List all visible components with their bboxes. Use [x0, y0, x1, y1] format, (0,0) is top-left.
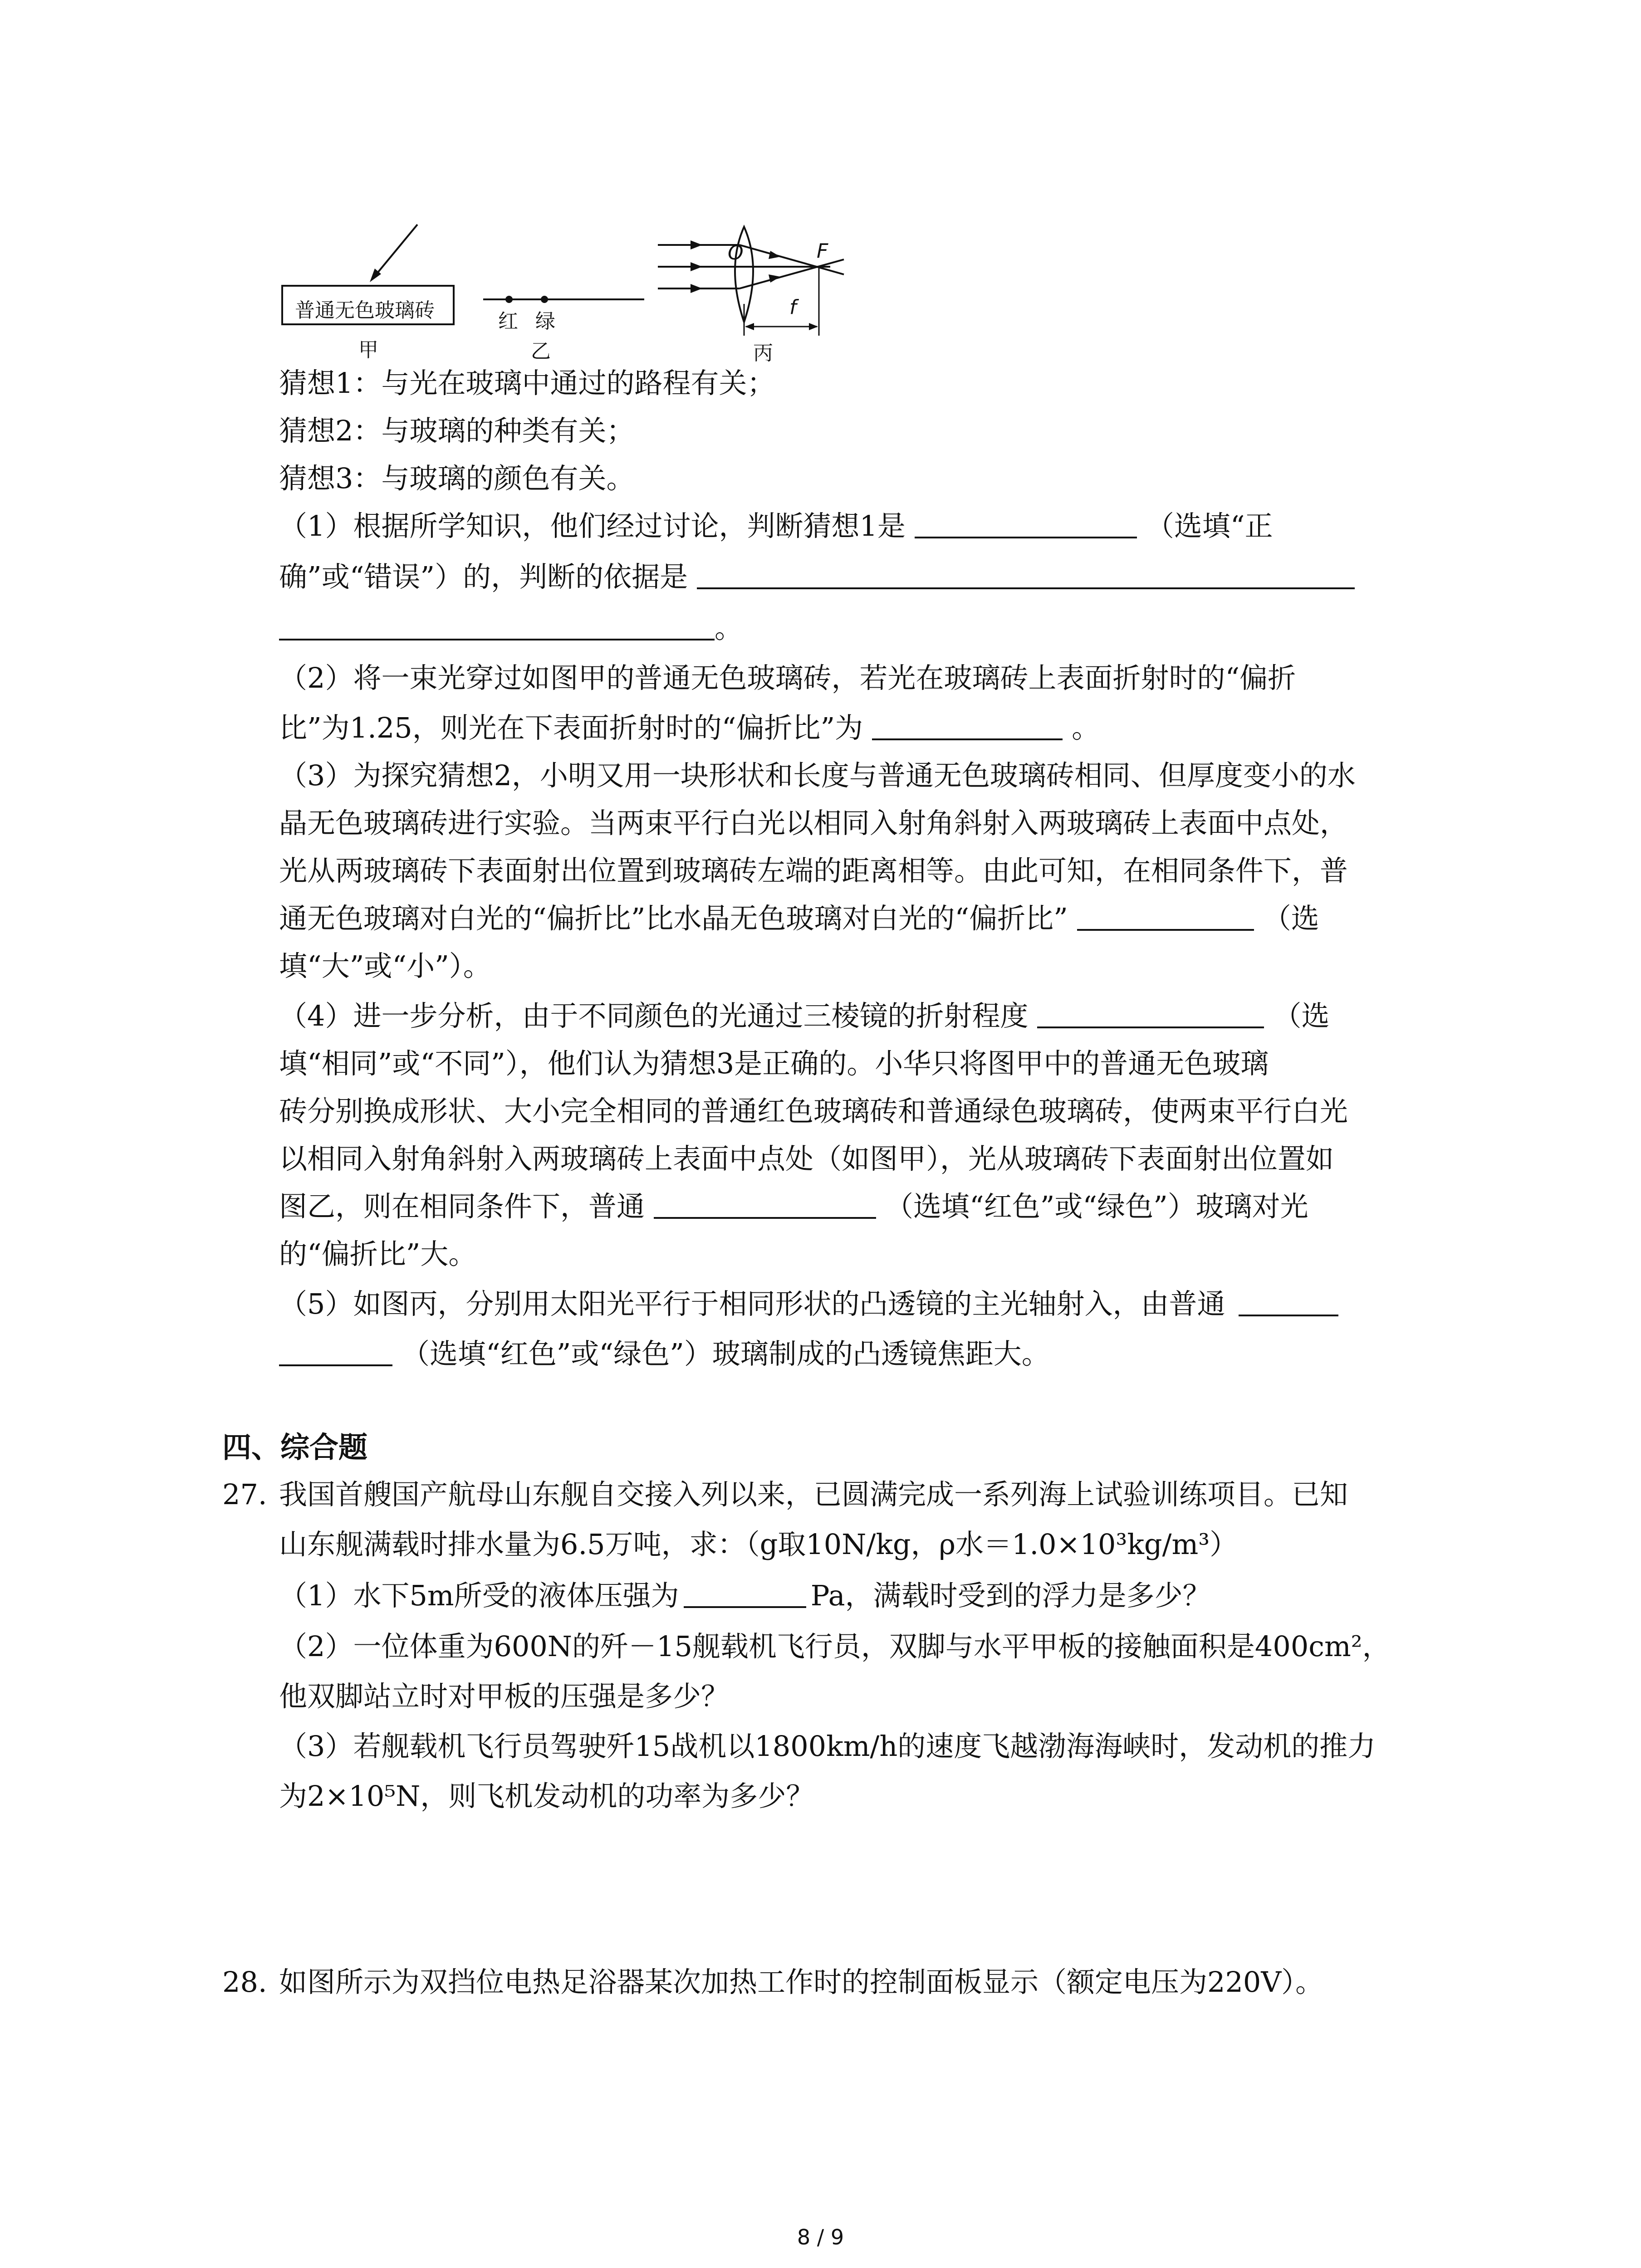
q26-part2-blank[interactable]: [872, 710, 1063, 740]
hypothesis-1: 猜想1：与光在玻璃中通过的路程有关；: [279, 367, 775, 400]
q27-line2: 山东舰满载时排水量为6.5万吨，求：（g取10N/kg，ρ水＝1.0×10³kg/m³）: [279, 1528, 1238, 1561]
q26-part5-blank[interactable]: [1239, 1286, 1338, 1316]
q26-part3-line4: 通无色玻璃对白光的“偏折比”比水晶无色玻璃对白光的“偏折比” （选: [279, 902, 1319, 935]
red-label: 红: [498, 310, 518, 333]
q28-number: 28.: [222, 1965, 267, 1999]
q28-line1: 如图所示为双挡位电热足浴器某次加热工作时的控制面板显示（额定电压为220V）。: [279, 1965, 1324, 1999]
q26-part4-line1: （4）进一步分析，由于不同颜色的光通过三棱镜的折射程度 （选: [279, 999, 1330, 1032]
q26-part4-line2: 填“相同”或“不同”），他们认为猜想3是正确的。小华只将图甲中的普通无色玻璃: [279, 1047, 1269, 1080]
q26-part3-line3: 光从两玻璃砖下表面射出位置到玻璃砖左端的距离相等。由此可知，在相同条件下，普: [279, 854, 1348, 887]
figure-jia-caption: 甲: [358, 338, 378, 362]
refracted-bottom: [740, 259, 844, 288]
q26-part4-line5: 图乙，则在相同条件下，普通 （选填“红色”或“绿色”）玻璃对光: [279, 1190, 1308, 1223]
q26-part3-blank[interactable]: [1077, 901, 1254, 931]
q26-part1-blank2-cont[interactable]: [279, 611, 715, 640]
q26-part3-line2: 晶无色玻璃砖进行实验。当两束平行白光以相同入射角斜射入两玻璃砖上表面中点处，: [279, 807, 1348, 840]
q26-part5-line2: （选填“红色”或“绿色”）玻璃制成的凸透镜焦距大。: [279, 1336, 1050, 1372]
q27-part1-blank[interactable]: [684, 1578, 806, 1608]
hypothesis-2: 猜想2：与玻璃的种类有关；: [279, 414, 635, 447]
arrow-refracted-top: [769, 251, 780, 259]
q26-part5-line1: （5）如图丙，分别用太阳光平行于相同形状的凸透镜的主光轴射入，由普通: [279, 1286, 1338, 1322]
q26-part4-blank2[interactable]: [654, 1189, 876, 1219]
red-point: [505, 296, 513, 303]
q27-part1: （1）水下5m所受的液体压强为 Pa，满载时受到的浮力是多少？: [279, 1579, 1211, 1612]
incident-ray-jia: [374, 225, 417, 277]
q26-part1-blank2[interactable]: [697, 559, 1355, 589]
hypothesis-3: 猜想3：与玻璃的颜色有关。: [279, 462, 635, 495]
q26-part1-line2: 确”或“错误”）的，判断的依据是: [279, 559, 1355, 595]
green-point: [541, 296, 548, 303]
focus-label: F: [817, 240, 828, 263]
q27-number: 27.: [222, 1478, 267, 1511]
q27-part2-line1: （2）一位体重为600N的歼－15舰载机飞行员，双脚与水平甲板的接触面积是400cm²，: [279, 1630, 1391, 1663]
figure-bing-caption: 丙: [753, 342, 773, 365]
q26-part3-line5: 填“大”或“小”）。: [279, 949, 491, 982]
glass-brick-label: 普通无色玻璃砖: [295, 299, 435, 322]
lens-center-label: O: [728, 241, 744, 264]
q27-line1: 我国首艘国产航母山东舰自交接入列以来，已圆满完成一系列海上试验训练项目。已知: [279, 1478, 1348, 1511]
arrow-middle: [691, 262, 702, 271]
q27-part2-line2: 他双脚站立时对甲板的压强是多少？: [279, 1680, 730, 1713]
q26-part2-line1: （2）将一束光穿过如图甲的普通无色玻璃砖，若光在玻璃砖上表面折射时的“偏折: [279, 661, 1296, 694]
q26-part1-line1: （1）根据所学知识，他们经过讨论，判断猜想1是 （选填“正: [279, 509, 1273, 543]
green-label: 绿: [535, 310, 555, 333]
arrow-top: [691, 240, 702, 249]
refracted-top: [740, 245, 844, 274]
q26-part1-line3: 。: [279, 610, 743, 646]
q26-part3-line1: （3）为探究猜想2，小明又用一块形状和长度与普通无色玻璃砖相同、但厚度变小的水: [279, 759, 1356, 792]
q26-part2-line2: 比”为1.25，则光在下表面折射时的“偏折比”为 。: [279, 711, 1100, 744]
q26-part1-blank1[interactable]: [915, 508, 1137, 538]
q27-part3-line1: （3）若舰载机飞行员驾驶歼15战机以1800km/h的速度飞越渤海海峡时，发动机的推力: [279, 1730, 1376, 1763]
q26-part4-line6: 的“偏折比”大。: [279, 1237, 477, 1271]
page-number: 8 / 9: [797, 2225, 844, 2249]
q27-part3-line2: 为2×10⁵N，则飞机发动机的功率为多少？: [279, 1779, 814, 1813]
figure-yi-caption: 乙: [531, 340, 551, 363]
focal-arrow-left: [745, 323, 754, 330]
figure-bing: [649, 218, 857, 349]
focal-arrow-right: [809, 323, 818, 330]
arrow-bottom: [691, 284, 702, 293]
q26-part4-blank1[interactable]: [1037, 998, 1264, 1028]
q26-part4-line4: 以相同入射角斜射入两玻璃砖上表面中点处（如图甲），光从玻璃砖下表面射出位置如: [279, 1142, 1334, 1175]
focal-length-label: f: [789, 296, 797, 319]
q26-part5-blank-cont[interactable]: [279, 1336, 392, 1366]
q26-part4-line3: 砖分别换成形状、大小完全相同的普通红色玻璃砖和普通绿色玻璃砖，使两束平行白光: [279, 1095, 1348, 1128]
section-4-title: 四、综合题: [222, 1431, 367, 1465]
